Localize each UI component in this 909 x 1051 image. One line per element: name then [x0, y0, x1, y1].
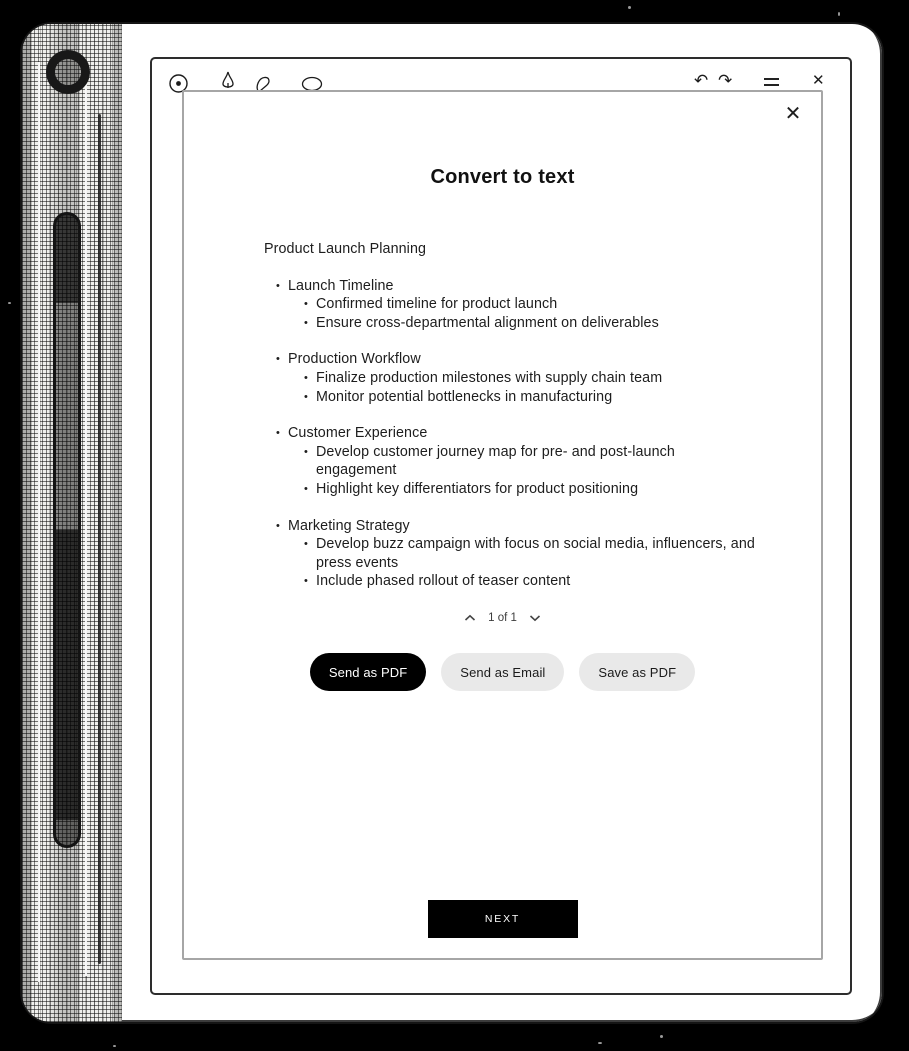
outline-heading: • Launch Timeline	[288, 277, 769, 296]
spine-seam	[38, 62, 40, 982]
page-down-icon[interactable]	[529, 614, 541, 622]
toolbar-close-icon[interactable]: ✕	[812, 72, 825, 89]
undo-icon[interactable]: ↶	[694, 71, 709, 90]
outline-item: • Highlight key differentiators for product positioning	[316, 480, 769, 499]
dialog-close-icon[interactable]: ✕	[784, 103, 802, 125]
spine-knob	[46, 50, 90, 94]
menu-icon[interactable]	[764, 78, 779, 90]
outline-item: • Monitor potential bottlenecks in manufacturing	[316, 388, 769, 407]
document-title: Product Launch Planning	[264, 241, 427, 257]
outline-section	[264, 350, 769, 406]
sketch-speck	[8, 302, 11, 304]
spine-groove-line	[98, 114, 101, 964]
send-as-email-button[interactable]: Send as Email	[441, 653, 564, 691]
eink-screen	[150, 57, 852, 995]
outline-section	[264, 424, 769, 498]
convert-to-text-dialog	[182, 90, 823, 960]
outline-section	[264, 277, 769, 333]
sketch-speck	[628, 6, 631, 9]
outline-item: • Confirmed timeline for product launch	[316, 295, 769, 314]
next-button[interactable]: NEXT	[428, 900, 578, 938]
redo-icon[interactable]: ↷	[718, 71, 733, 90]
outline-item: • Ensure cross-departmental alignment on deliverables	[316, 314, 769, 333]
page-pagination	[184, 612, 821, 624]
outline-item: • Include phased rollout of teaser content	[316, 572, 769, 591]
save-as-pdf-button[interactable]: Save as PDF	[579, 653, 695, 691]
export-actions	[184, 653, 821, 691]
outline-item: • Develop customer journey map for pre- and post-launch engagement	[316, 443, 751, 480]
sketch-speck	[598, 1042, 602, 1044]
outline-item: • Finalize production milestones with supply chain team	[316, 369, 769, 388]
sketch-speck	[113, 1045, 116, 1047]
page-indicator: 1 of 1	[488, 612, 517, 624]
sketched-folio-spine	[22, 24, 122, 1022]
outline-heading: • Customer Experience	[288, 424, 769, 443]
sketch-speck	[660, 1035, 663, 1038]
converted-text-preview	[264, 240, 769, 609]
sketch-speck	[838, 12, 840, 16]
page-up-icon[interactable]	[464, 614, 476, 622]
tablet-device	[20, 22, 884, 1024]
dialog-title: Convert to text	[430, 166, 575, 188]
outline-section	[264, 517, 769, 591]
spine-seam	[85, 66, 87, 976]
outline-item: • Develop buzz campaign with focus on social media, influencers, and press events	[316, 535, 769, 572]
outline-heading: • Marketing Strategy	[288, 517, 769, 536]
outline-heading: • Production Workflow	[288, 350, 769, 369]
pen-holder-slot	[53, 212, 81, 848]
send-as-pdf-button[interactable]: Send as PDF	[310, 653, 426, 691]
